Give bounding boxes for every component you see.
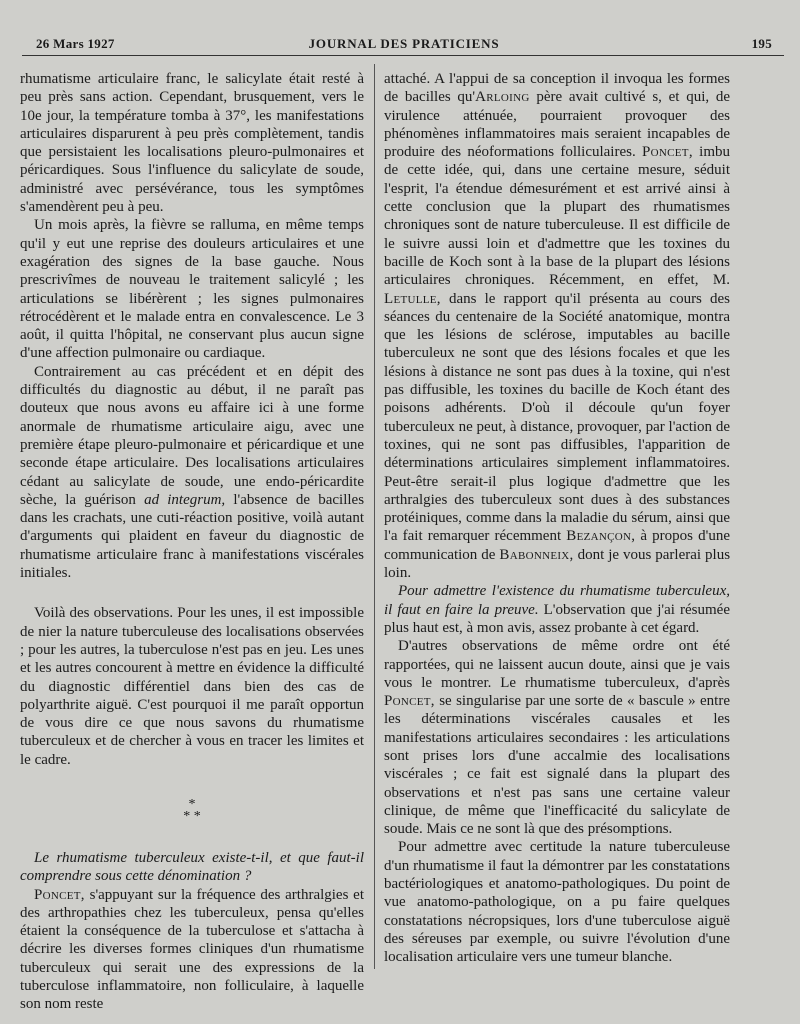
paragraph: rhumatisme articulaire franc, le salicylate était resté à peu près sans action. Cependant, brusquement, vers le 10e jour, la température tomba à 37°, les manifestations articulaires disparurent à peu près complètement, tandis que persistaient les localisations pleuro-pulmonaires et péricardiques. Sous l'influence du salicylate de soude, administré avec persévérance, tous les symptômes s'amendèrent peu à peu. [20, 71, 364, 216]
paragraph: D'autres observations de même ordre ont été rapportées, qui ne laissent aucun doute, ainsi que je vais vous le montrer. Le rhumatisme tuberculeux, d'après Poncet, se singularise par une sorte de « bascule » entre les déterminations viscérales causales et les manifestations articulaires secondaires : les articulations sont prises lors d'une accalmie des localisations viscérales ; ce fait est signalé dans la plupart des observations et n'est pas sans une certaine valeur clinique, de même que l'inefficacité du salicylate de soude. Mais ce ne sont là que des présomptions. [384, 638, 730, 838]
paragraph: Poncet, s'appuyant sur la fréquence des arthralgies et des arthropathies chez les tuberculeux, pensa qu'elles étaient la conséquence de la tuberculose et s'attacha à décrire les diverses formes cliniques d'un rhumatisme tuberculeux qui serait une des expressions de la tuberculose inflammatoire, non folliculaire, à laquelle son nom reste [20, 886, 364, 1013]
paragraph: Pour admettre avec certitude la nature tuberculeuse d'un rhumatisme il faut la démontrer par les constatations bactériologiques et anatomo-pathologiques. Du point de vue anatomo-pathologique, on a pu faire quelques constatations nécropsiques, lors d'une tuberculose aiguë des séreuses par exemple, ou suivre l'évolution d'une localisation articulaire vers une tumeur blanche. [384, 839, 730, 966]
header-page-number: 195 [751, 36, 772, 51]
column-divider [374, 64, 375, 969]
author-name: Babonneix, [499, 546, 574, 563]
italic-phrase: Pour admettre l'existence du rhumatisme tuberculeux, il faut en faire la preuve. [384, 583, 730, 618]
section-separator: * * * [183, 796, 201, 824]
header-journal-title: JOURNAL DES PRATICIENS [308, 36, 500, 51]
header-rule [22, 55, 784, 56]
author-name: Bezançon, [566, 528, 636, 545]
author-name: Poncet, [384, 693, 435, 710]
paragraph: Pour admettre l'existence du rhumatisme tuberculeux, il faut en faire la preuve. L'observation que j'ai résumée plus haut est, à mon avis, assez probante à cet égard. [384, 583, 730, 636]
left-column [20, 70, 364, 1014]
author-name: Arloing [475, 89, 530, 106]
author-name: Letulle, [384, 290, 441, 307]
author-name: Poncet, [34, 886, 85, 903]
italic-phrase: ad integrum, [144, 491, 226, 508]
paragraph: attaché. A l'appui de sa conception il invoqua les formes de bacilles qu'Arloing père avait cultivé s, et qui, de virulence atténuée, pourraient provoquer des phénomènes inflammatoires mais seraient incapables de produire des néoformations folliculaires. Poncet, imbu de cette idée, qui, dans une certaine mesure, séduit l'esprit, l'a étendue démesurément et est arrivé ainsi à cette conclusion que la plupart des rhumatismes chroniques sont de nature tuberculeuse. Il est difficile de le suivre aussi loin et d'admettre que les toxines du bacille de Koch sont à la base de la plupart des lésions articulaires chroniques. Récemment, en effet, M. Letulle, dans le rapport qu'il présenta au cours des séances du centenaire de la Société anatomique, montra que les lésions de sclérose, imputables au bacille tuberculeux ne sont que des lésions focales et que les lésions à distance ne sont pas dues à la toxine, qui n'est pas diffusible, les toxines du bacille de Koch étant des poisons adhérents. D'où il découle qu'un foyer tuberculeux ne peut, à distance, provoquer, par l'action de toxines, qui ne sont pas diffusibles, l'apparition de déterminations articulaires simplement inflammatoires. Peut-être serait-il plus logique d'admettre que les arthralgies des tuberculeux sont dues à des substances protéiniques, comme dans la maladie du sérum, ainsi que l'a fait remarquer récemment Bezançon, à propos d'une communication de Babonneix, dont je vous parlerai plus loin. [384, 71, 731, 582]
paragraph: Un mois après, la fièvre se ralluma, en même temps qu'il y eut une reprise des douleurs articulaires et une exagération des signes de la base gauche. Nous prescrivîmes de nouveau le traitement salicylé ; les articulations se libérèrent ; les signes pulmonaires rétrocédèrent et le malade entra en convalescence. Le 3 août, il quitta l'hôpital, ne conservant plus aucun signe d'une affection pulmonaire ou cardiaque. [20, 217, 364, 362]
paragraph: Voilà des observations. Pour les unes, il est impossible de nier la nature tuberculeuse des localisations observées ; pour les autres, la tuberculose n'est pas en jeu. Les unes et les autres concourent à mettre en évidence la difficulté du diagnostic différentiel dans bien des cas de polyarthrite aiguë. C'est pourquoi il me paraît opportun de vous dire ce que nous savons du rhumatisme tuberculeux et de chercher à vous en tracer les limites et le cadre. [20, 605, 364, 768]
page-header [36, 36, 772, 56]
right-column [384, 70, 730, 967]
header-date: 26 Mars 1927 [36, 36, 115, 51]
paragraph: Contrairement au cas précédent et en dépit des difficultés du diagnostic au début, il ne paraît pas douteux que nous avons eu affaire ici à une forme anormale de rhumatisme articulaire aigu, avec une première étape pleuro-pulmonaire et péricardique et une seconde étape articulaire. Des localisations articulaires cédant au salicylate de soude, une endo-péricardite sèche, la guérison ad integrum, l'absence de bacilles dans les crachats, une cuti-réaction positive, voilà autant d'arguments qui plaident en faveur du diagnostic de rhumatisme articulaire franc à manifestations viscérales initiales. [20, 363, 365, 582]
section-heading: Le rhumatisme tuberculeux existe-t-il, et que faut-il comprendre sous cette dénomination ? [20, 849, 364, 885]
author-name: Poncet, [642, 144, 693, 161]
